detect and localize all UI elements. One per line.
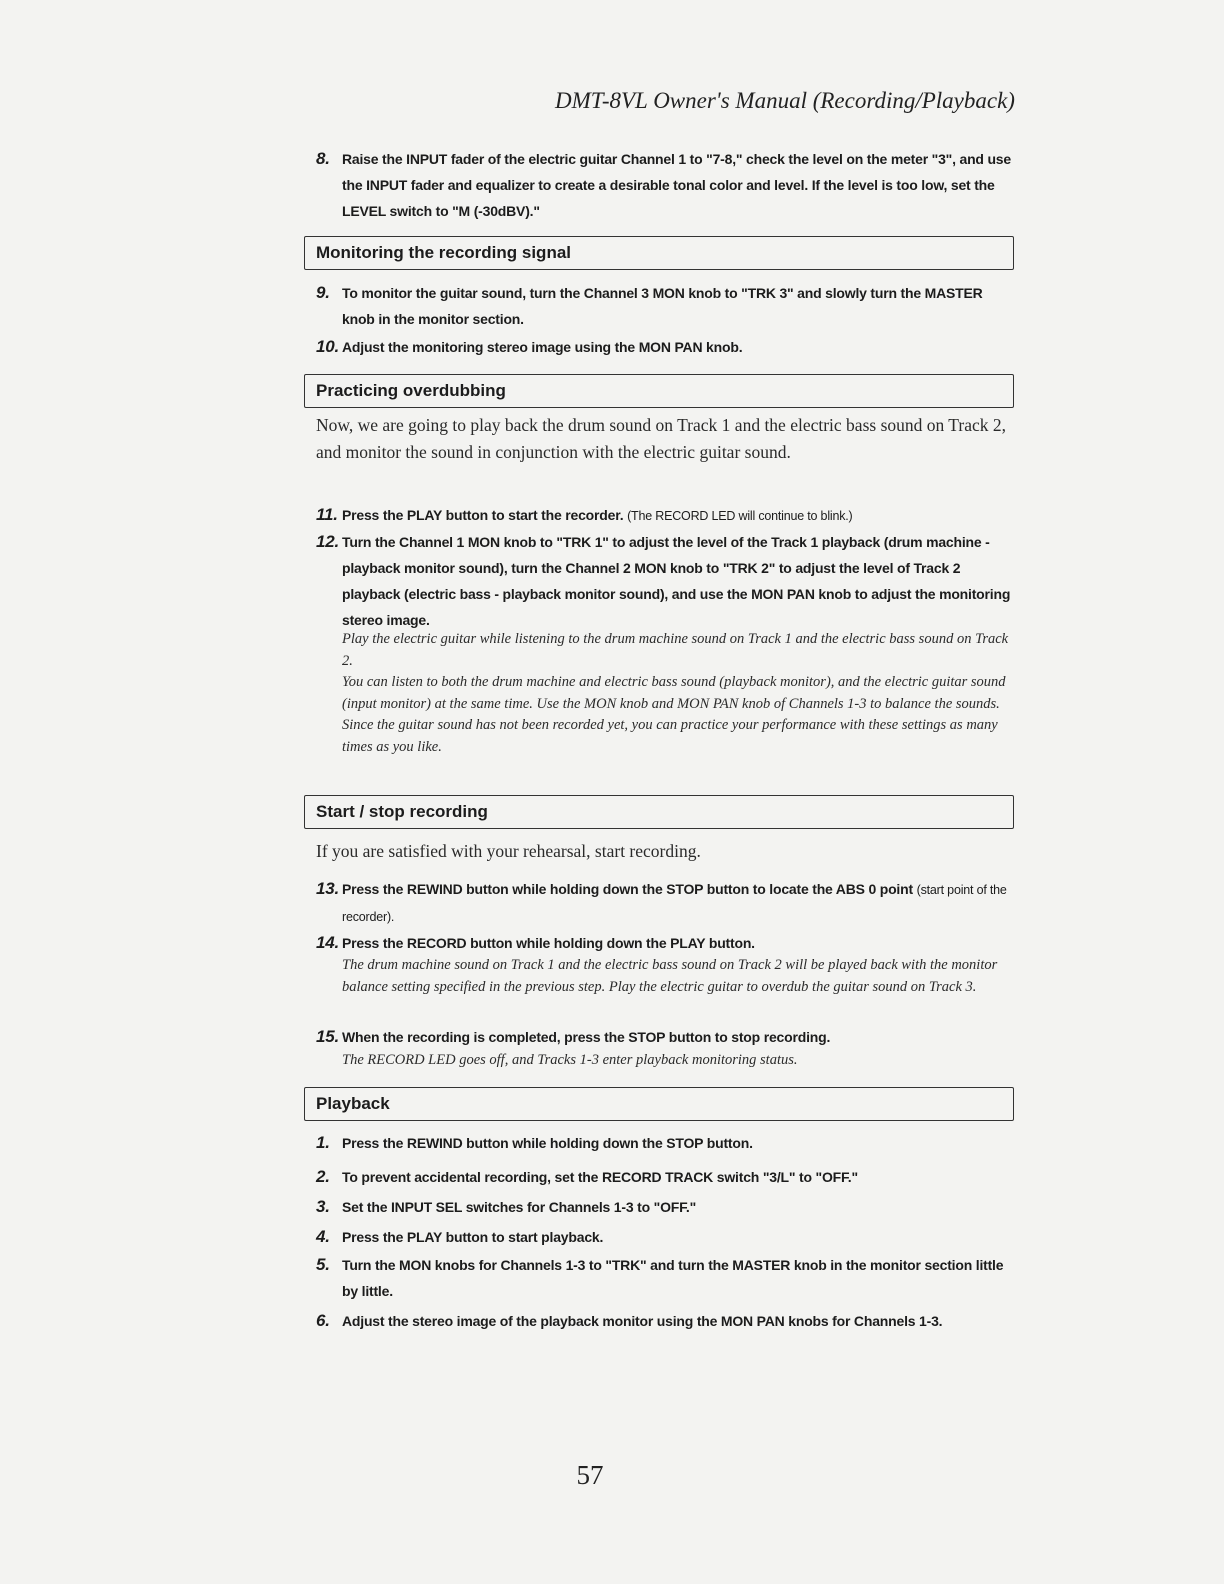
step-number: 8. [316, 149, 330, 168]
step-text: Press the REWIND button while holding down the STOP button. [342, 1135, 753, 1151]
step-8 [316, 146, 1016, 224]
step-number: 6. [316, 1311, 330, 1330]
step-note: (The RECORD LED will continue to blink.) [627, 509, 853, 523]
step-9 [316, 280, 1016, 332]
section-title: Practicing overdubbing [316, 381, 506, 400]
section-heading-start-stop [304, 795, 1014, 829]
step-12 [316, 529, 1016, 633]
step-11 [316, 502, 1016, 529]
step-text: Press the RECORD button while holding down the PLAY button. [342, 935, 755, 951]
step-text: Turn the Channel 1 MON knob to "TRK 1" to adjust the level of the Track 1 playback (drum machine - playback monitor sound), turn the Channel 2 MON knob to "TRK 2" to adjust the level of Track 2 playback (electric bass - playback monitor sound), and use the MON PAN knob to adjust the monitoring stereo image. [342, 534, 1011, 628]
section-heading-overdubbing [304, 374, 1014, 408]
step-note: (start point of the recorder). [342, 883, 1007, 924]
step-text: To prevent accidental recording, set the RECORD TRACK switch "3/L" to "OFF." [342, 1169, 858, 1185]
step-number: 10. [316, 337, 340, 356]
step-number: 15. [316, 1027, 340, 1046]
step-15 [316, 1024, 1016, 1050]
section-title: Monitoring the recording signal [316, 243, 571, 262]
overdub-intro: Now, we are going to play back the drum sound on Track 1 and the electric bass sound on Track 2, and monitor the sound in conjunction with the electric guitar sound. [316, 415, 1006, 462]
playback-step-3 [316, 1194, 1016, 1220]
step-text: Raise the INPUT fader of the electric guitar Channel 1 to "7-8," check the level on the meter "3", and use the INPUT fader and equalizer to create a desirable tonal color and level. If the level is too low, set the LEVEL switch to "M (-30dBV)." [342, 151, 1011, 219]
step-number: 12. [316, 532, 340, 551]
overdub-notes [342, 629, 1022, 758]
page-header: DMT-8VL Owner's Manual (Recording/Playback) [555, 88, 1015, 113]
step-number: 4. [316, 1227, 330, 1246]
step-14-note: The drum machine sound on Track 1 and the electric bass sound on Track 2 will be played back with the monitor balance setting specified in the previous step. Play the electric guitar to overdub the guitar sound on Track 3. [342, 957, 998, 995]
step-number: 5. [316, 1255, 330, 1274]
step-text: When the recording is completed, press the STOP button to stop recording. [342, 1029, 831, 1045]
start-intro: If you are satisfied with your rehearsal, start recording. [316, 841, 701, 861]
playback-step-5 [316, 1252, 1016, 1304]
step-main-text: Press the REWIND button while holding down the STOP button to locate the ABS 0 point [342, 881, 913, 897]
step-number: 13. [316, 879, 340, 898]
step-13 [316, 876, 1016, 930]
step-text: Adjust the monitoring stereo image using the MON PAN knob. [342, 339, 743, 355]
note-paragraph: Since the guitar sound has not been recorded yet, you can practice your performance with these settings as many times as you like. [342, 717, 998, 755]
step-10 [316, 334, 1016, 360]
step-14 [316, 930, 1016, 956]
step-text: Set the INPUT SEL switches for Channels 1-3 to "OFF." [342, 1199, 697, 1215]
playback-step-2 [316, 1164, 1016, 1190]
step-15-note: The RECORD LED goes off, and Tracks 1-3 enter playback monitoring status. [342, 1052, 798, 1068]
section-title: Playback [316, 1094, 390, 1113]
step-number: 9. [316, 283, 330, 302]
step-text [316, 876, 1016, 930]
step-text: To monitor the guitar sound, turn the Channel 3 MON knob to "TRK 3" and slowly turn the MASTER knob in the monitor section. [342, 285, 983, 327]
section-heading-monitoring [304, 236, 1014, 270]
playback-step-1 [316, 1130, 1016, 1156]
playback-step-6 [316, 1308, 1016, 1334]
step-number: 2. [316, 1167, 330, 1186]
step-text: Turn the MON knobs for Channels 1-3 to "TRK" and turn the MASTER knob in the monitor section little by little. [342, 1257, 1004, 1299]
step-number: 14. [316, 933, 340, 952]
playback-step-4 [316, 1224, 1016, 1250]
note-paragraph: You can listen to both the drum machine and electric bass sound (playback monitor), and the electric guitar sound (input monitor) at the same time. Use the MON knob and MON PAN knob of Channels 1-3 to balance the sounds. [342, 674, 1006, 712]
step-text [316, 502, 1016, 529]
step-text: Adjust the stereo image of the playback monitor using the MON PAN knobs for Channels 1-3. [342, 1313, 943, 1329]
section-heading-playback [304, 1087, 1014, 1121]
step-main-text: Press the PLAY button to start the recorder. [342, 507, 624, 523]
step-number: 1. [316, 1133, 330, 1152]
note-paragraph: Play the electric guitar while listening to the drum machine sound on Track 1 and the electric bass sound on Track 2. [342, 631, 1009, 669]
step-number: 3. [316, 1197, 330, 1216]
page-number: 57 [576, 1460, 604, 1490]
step-number: 11. [316, 505, 338, 524]
step-text: Press the PLAY button to start playback. [342, 1229, 604, 1245]
section-title: Start / stop recording [316, 802, 488, 821]
